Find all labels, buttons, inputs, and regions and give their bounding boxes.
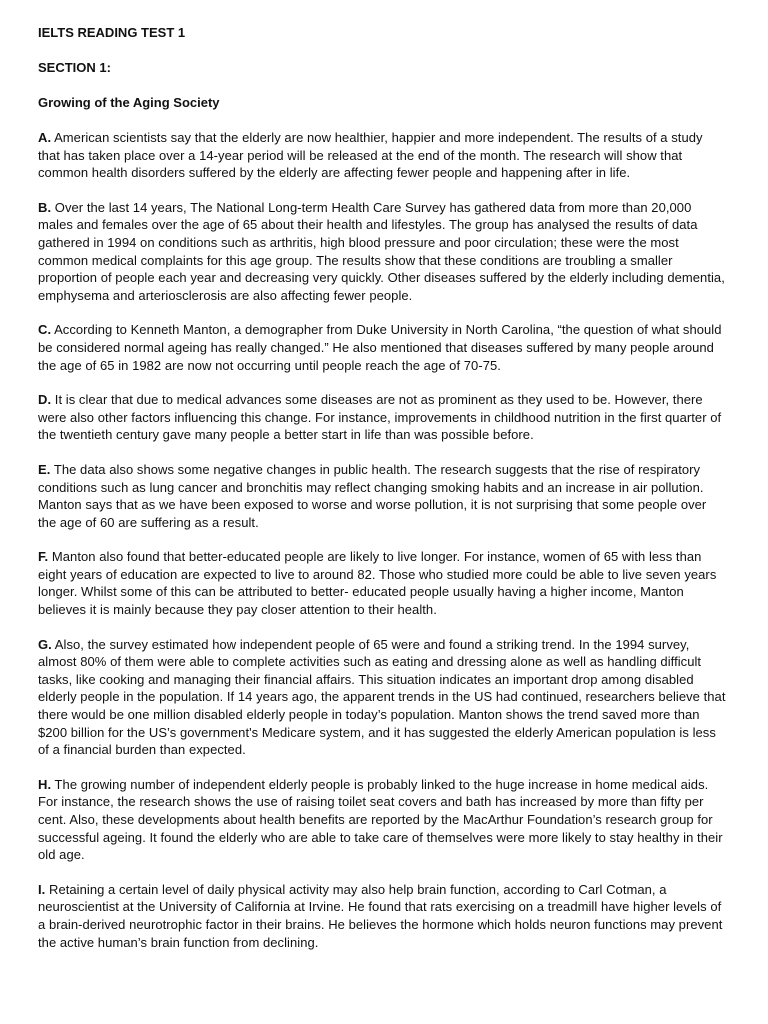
paragraph-b [38, 199, 728, 305]
paragraph-text: The data also shows some negative changes in public health. The research suggests that the rise of respiratory conditions such as lung cancer and bronchitis may reflect changing smoking habits and an increase in air pollution. Manton says that as we have been exposed to worse and worse pollution, it is not surprising that some people over the age of 60 are suffering as a result. [38, 461, 707, 530]
paragraph-letter: G. [38, 636, 52, 652]
paragraph-letter: E. [38, 461, 51, 477]
paragraph-e [38, 461, 728, 531]
document-page [38, 24, 728, 968]
paragraph-letter: F. [38, 549, 49, 565]
paragraph-i [38, 881, 728, 951]
paragraph-text: Also, the survey estimated how independent people of 65 were and found a striking trend. In the 1994 survey, almost 80% of them were able to complete activities such as eating and dressing alone as well as handling difficult tasks, like cooking and managing their financial affairs. This situation indicates an important drop among disabled elderly people in the population. If 14 years ago, the apparent trends in the US had continued, researchers believe that there would be one million disabled elderly people in today’s population. Manton shows the trend saved more than $200 billion for the US’s government's Medicare system, and it has suggested the elderly American population is less of a financial burden than expected. [38, 636, 726, 758]
section-label: SECTION 1: [38, 60, 111, 75]
paragraph-text: Retaining a certain level of daily physical activity may also help brain function, according to Carl Cotman, a neuroscientist at the University of California at Irvine. He found that rats exercising on a treadmill have higher levels of a brain-derived neurotrophic factor in their brains. He believes the hormone which holds neuron functions may prevent the active human’s brain function from declining. [38, 881, 723, 950]
paragraph-text: According to Kenneth Manton, a demographer from Duke University in North Carolina, “the question of what should be considered normal ageing has really changed.” He also mentioned that diseases suffered by many people around the age of 65 in 1982 are now not occurring until people reach the age of 70-75. [38, 322, 722, 373]
paragraph-h [38, 776, 728, 864]
passage-title: Growing of the Aging Society [38, 95, 220, 110]
paragraph-text: It is clear that due to medical advances some diseases are not as prominent as they used to be. However, there were also other factors influencing this change. For instance, improvements in childhood nutrition in the first quarter of the twentieth century gave many people a better start in life than was possible before. [38, 392, 722, 443]
paragraph-letter: C. [38, 322, 52, 338]
paragraph-g [38, 636, 728, 759]
paragraph-letter: A. [38, 130, 52, 145]
paragraph-a [38, 129, 728, 182]
paragraph-text: American scientists say that the elderly are now healthier, happier and more independent. The results of a study that has taken place over a 14-year period will be released at the end of the month. The research will show that common health disorders suffered by the elderly are affecting fewer people and happening after in life. [38, 130, 703, 181]
paragraph-letter: D. [38, 392, 52, 408]
test-title: IELTS READING TEST 1 [38, 25, 186, 40]
paragraph-letter: B. [38, 199, 52, 215]
paragraph-letter: I. [38, 881, 46, 897]
paragraph-text: Over the last 14 years, The National Long-term Health Care Survey has gathered data from more than 20,000 males and females over the age of 65 about their health and lifestyles. The group has analysed the results of data gathered in 1994 on conditions such as arthritis, high blood pressure and poor circulation; these were the most common medical complaints for this age group. The results show that these conditions are troubling a smaller proportion of people each year and decreasing very quickly. Other diseases suffered by the elderly including dementia, emphysema and arteriosclerosis are also affecting fewer people. [38, 199, 725, 303]
paragraph-c [38, 321, 728, 374]
paragraph-letter: H. [38, 776, 52, 792]
paragraph-d [38, 391, 728, 444]
paragraph-f [38, 548, 728, 618]
paragraph-text: Manton also found that better-educated people are likely to live longer. For instance, women of 65 with less than eight years of education are expected to live to around 82. Those who studied more could be able to live seven years longer. Whilst some of this can be attributed to better- educated people usually having a higher income, Manton believes it is mainly because they pay closer attention to their health. [38, 549, 717, 618]
paragraph-text: The growing number of independent elderly people is probably linked to the huge increase in home medical aids. For instance, the research shows the use of raising toilet seat covers and bath has increased by more than fifty per cent. Also, these developments about health benefits are reported by the MacArthur Foundation’s research group for successful ageing. It found the elderly who are able to take care of themselves were more likely to stay healthy in their old age. [38, 776, 723, 863]
